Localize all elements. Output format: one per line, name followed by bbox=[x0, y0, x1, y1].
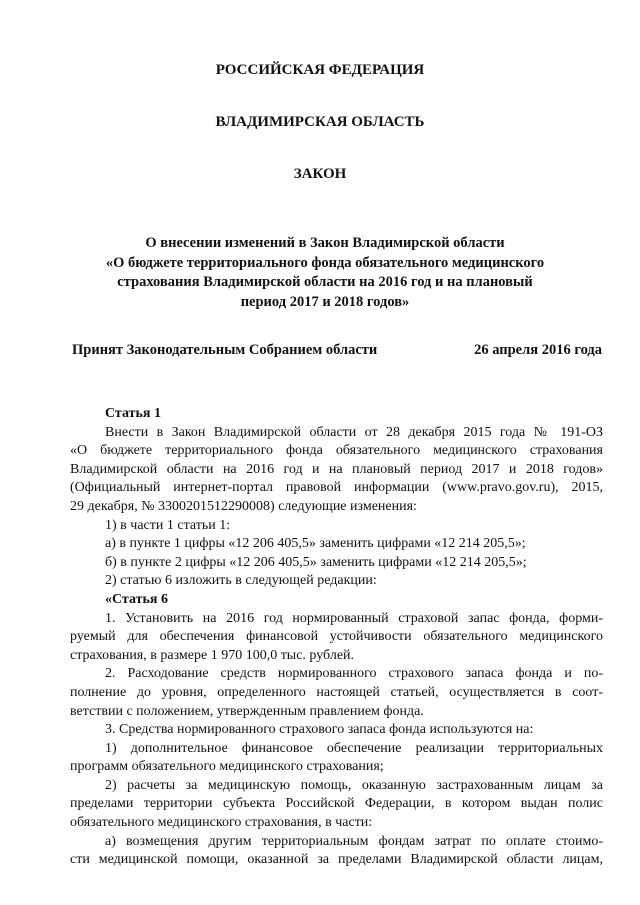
header-country: РОССИЙСКАЯ ФЕДЕРАЦИЯ bbox=[215, 62, 425, 78]
adopted-by: Принят Законодательным Собранием области bbox=[72, 342, 378, 358]
paragraph-line: (Официальный интернет-портал правовой информации (www.pravo.gov.ru), 2015, bbox=[70, 480, 603, 496]
law-title-line: период 2017 и 2018 годов» bbox=[240, 293, 410, 310]
paragraph-line: 2) расчеты за медицинскую помощь, оказанную застрахованным лицам за bbox=[105, 777, 603, 793]
paragraph-line: 2. Расходование средств нормированного страхового запаса фонда и по- bbox=[105, 666, 603, 682]
paragraph-line: полнение до уровня, определенного настоящей статьей, осуществляется в соот- bbox=[70, 684, 603, 700]
paragraph-line: страхования, в размере 1 970 100,0 тыс. рублей. bbox=[70, 647, 355, 663]
law-title-line: «О бюджете территориального фонда обязательного медицинского bbox=[105, 254, 545, 271]
law-title-line: страхования Владимирской области на 2016 год и на плановый bbox=[117, 274, 533, 290]
paragraph-line: сти медицинской помощи, оказанной за пределами Владимирской области лицам, bbox=[70, 852, 603, 868]
paragraph-line: руемый для обеспечения финансовой устойчивости обязательного медицинского bbox=[70, 629, 603, 645]
list-item: б) в пункте 2 цифры «12 206 405,5» заменить цифрами «12 214 205,5»; bbox=[105, 554, 527, 570]
adoption-line bbox=[72, 342, 602, 359]
paragraph-line: «О бюджете территориального фонда обязательного медицинского страхования bbox=[70, 443, 603, 459]
paragraph-line: а) возмещения другим территориальным фондам затрат по оплате стоимо- bbox=[105, 833, 603, 849]
paragraph-line: 3. Средства нормированного страхового запаса фонда используются на: bbox=[105, 722, 534, 738]
article-1-heading: Статья 1 bbox=[105, 406, 161, 421]
paragraph-line: 1. Установить на 2016 год нормированный страховой запас фонда, форми- bbox=[105, 610, 603, 626]
paragraph-line: ветствии с положением, утвержденным правлением фонда. bbox=[70, 703, 424, 719]
list-item: а) в пункте 1 цифры «12 206 405,5» заменить цифрами «12 214 205,5»; bbox=[105, 536, 526, 552]
law-body bbox=[70, 405, 603, 870]
law-title bbox=[60, 234, 590, 312]
header-region: ВЛАДИМИРСКАЯ ОБЛАСТЬ bbox=[215, 114, 425, 130]
paragraph-line: 1) дополнительное финансовое обеспечение реализации территориальных bbox=[105, 740, 603, 756]
paragraph-line: обязательного медицинского страхования, в части: bbox=[70, 815, 373, 831]
list-item: 2) статью 6 изложить в следующей редакции: bbox=[105, 573, 377, 589]
header-doc-type: ЗАКОН bbox=[293, 166, 347, 182]
list-item: 1) в части 1 статьи 1: bbox=[105, 517, 231, 533]
adoption-date: 26 апреля 2016 года bbox=[474, 342, 602, 358]
paragraph-line: пределами территории субъекта Российской Федерации, в котором выдан полис bbox=[70, 796, 603, 812]
law-title-line: О внесении изменений в Закон Владимирской области bbox=[145, 235, 505, 251]
paragraph-line: Внести в Закон Владимирской области от 28 декабря 2015 года № 191-ОЗ bbox=[105, 424, 603, 440]
article-6-heading: «Статья 6 bbox=[105, 591, 168, 607]
paragraph-line: программ обязательного медицинского страхования; bbox=[70, 759, 384, 775]
paragraph-line: Владимирской области на 2016 год и на плановый период 2017 и 2018 годов» bbox=[70, 461, 603, 477]
paragraph-line: 29 декабря, № 3300201512290008) следующие изменения: bbox=[70, 498, 417, 514]
